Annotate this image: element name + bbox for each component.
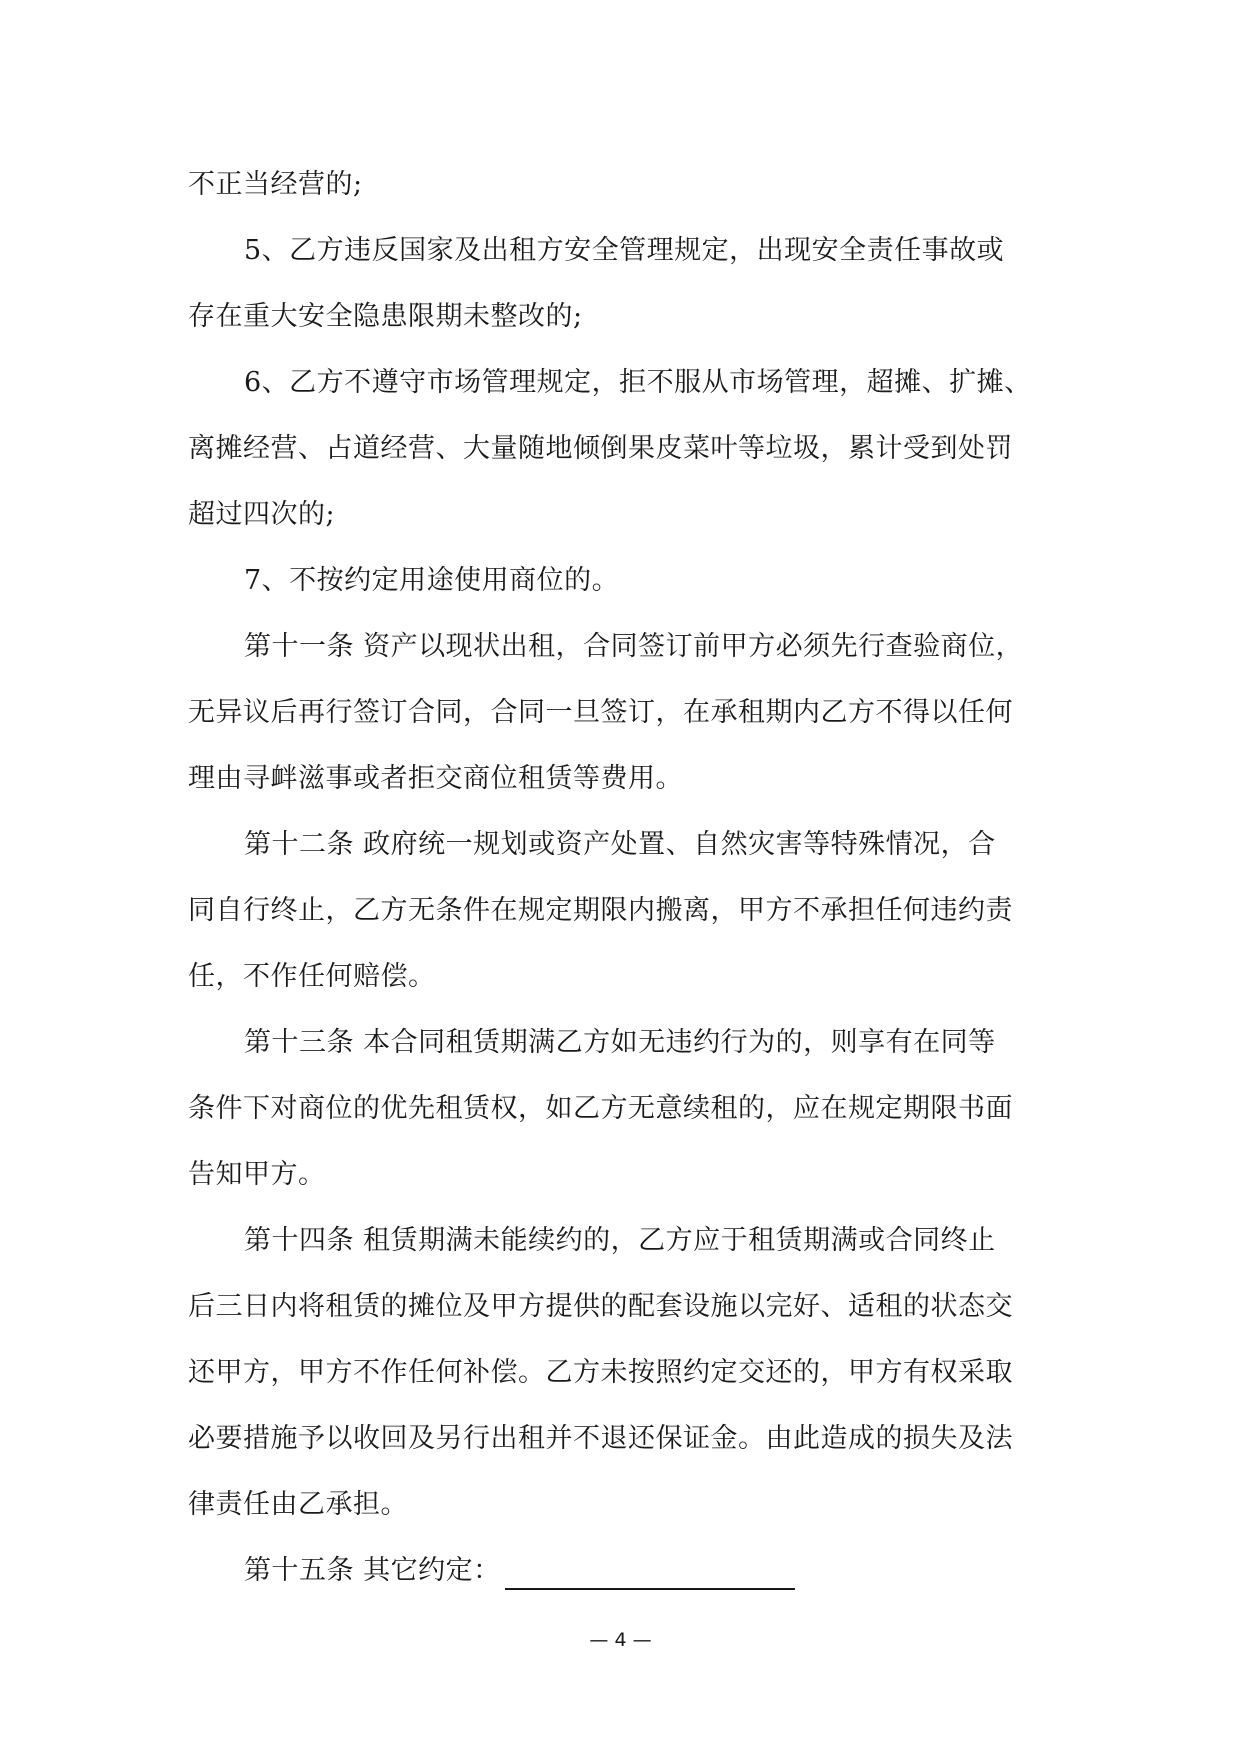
text-line: 不正当经营的; bbox=[188, 169, 363, 200]
text-line: 第十四条 租赁期满未能续约的，乙方应于租赁期满或合同终止 bbox=[244, 1225, 996, 1256]
text-line: 6、乙方不遵守市场管理规定，拒不服从市场管理，超摊、扩摊、 bbox=[244, 367, 1032, 398]
fill-in-blank[interactable] bbox=[505, 1554, 795, 1590]
other-agreement-line bbox=[188, 1538, 1056, 1604]
text-line: 必要措施予以收回及另行出租并不退还保证金。由此造成的损失及法 bbox=[188, 1423, 1013, 1454]
text-line: 第十一条 资产以现状出租，合同签订前甲方必须先行查验商位， bbox=[244, 631, 1024, 662]
text-line: 存在重大安全隐患限期未整改的; bbox=[188, 301, 583, 332]
text-line: 超过四次的; bbox=[188, 499, 336, 530]
text-line: 任，不作任何赔偿。 bbox=[188, 961, 436, 992]
other-agreement-label: 第十五条 其它约定： bbox=[244, 1555, 501, 1586]
document-body bbox=[188, 152, 1056, 1604]
text-line: 同自行终止，乙方无条件在规定期限内搬离，甲方不承担任何违约责 bbox=[188, 895, 1013, 926]
text-line: 律责任由乙承担。 bbox=[188, 1489, 408, 1520]
page-number: — 4 — bbox=[589, 1629, 652, 1651]
text-line: 离摊经营、占道经营、大量随地倾倒果皮菜叶等垃圾，累计受到处罚 bbox=[188, 433, 1013, 464]
text-line: 告知甲方。 bbox=[188, 1159, 326, 1190]
text-line: 第十三条 本合同租赁期满乙方如无违约行为的，则享有在同等 bbox=[244, 1027, 996, 1058]
text-line: 5、乙方违反国家及出租方安全管理规定，出现安全责任事故或 bbox=[244, 235, 1005, 266]
text-line: 7、不按约定用途使用商位的。 bbox=[244, 565, 620, 596]
text-line: 第十二条 政府统一规划或资产处置、自然灾害等特殊情况，合 bbox=[244, 829, 996, 860]
text-line: 无异议后再行签订合同，合同一旦签订，在承租期内乙方不得以任何 bbox=[188, 697, 1013, 728]
text-line: 还甲方，甲方不作任何补偿。乙方未按照约定交还的，甲方有权采取 bbox=[188, 1357, 1013, 1388]
text-line: 条件下对商位的优先租赁权，如乙方无意续租的，应在规定期限书面 bbox=[188, 1093, 1013, 1124]
text-line: 理由寻衅滋事或者拒交商位租赁等费用。 bbox=[188, 763, 683, 794]
text-line: 后三日内将租赁的摊位及甲方提供的配套设施以完好、适租的状态交 bbox=[188, 1291, 1013, 1322]
